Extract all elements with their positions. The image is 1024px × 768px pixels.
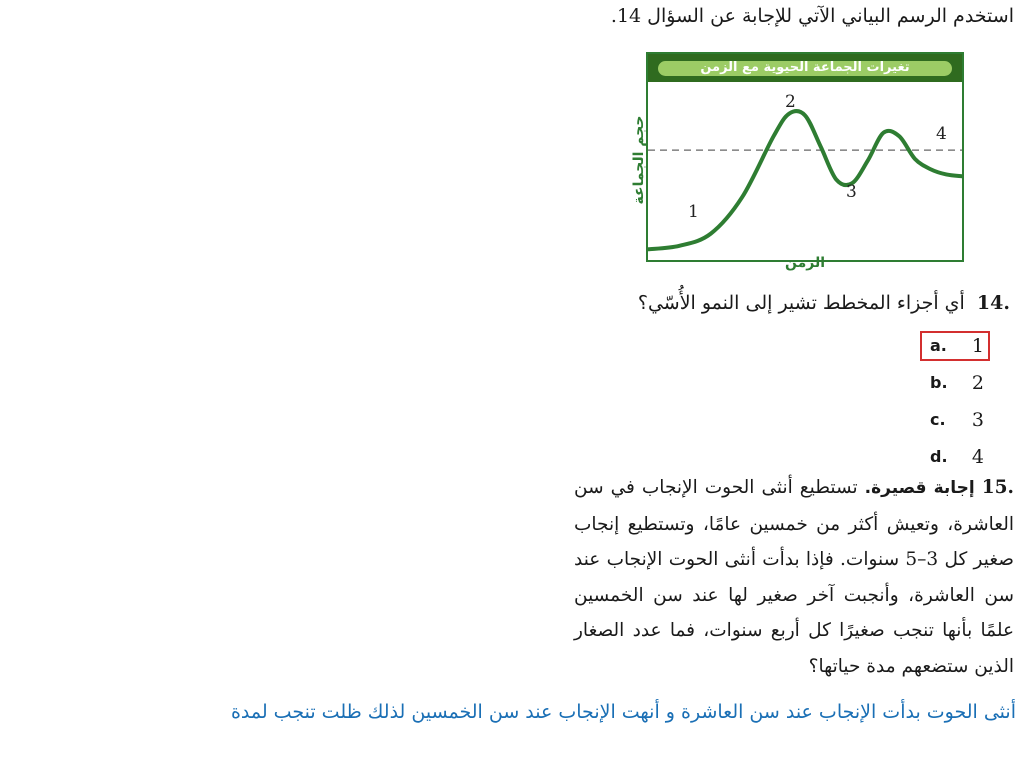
option-d-letter: d. (930, 447, 948, 466)
question-14 (410, 288, 1010, 318)
question-15 (574, 470, 1014, 684)
point-label-3: 3 (846, 182, 857, 202)
graph-instruction: استخدم الرسم البياني الآتي للإجابة عن السؤال 14. (610, 5, 1014, 27)
student-answer: أنثى الحوت بدأت الإنجاب عند سن العاشرة و أنهت الإنجاب عند سن الخمسين لذلك ظلت تنجب لمدة (230, 701, 1016, 723)
option-a-value: 1 (971, 335, 984, 357)
option-b-letter: b. (930, 373, 948, 392)
chart-plot (648, 54, 962, 260)
population-curve (648, 111, 962, 249)
x-axis-label: الزمن (784, 255, 826, 271)
point-label-1: 1 (688, 202, 699, 222)
option-c-letter: c. (930, 410, 946, 429)
option-a[interactable] (920, 331, 990, 361)
point-label-4: 4 (936, 124, 947, 144)
question-14-text: أي أجزاء المخطط تشير إلى النمو الأُسّي؟ (637, 292, 965, 314)
option-d[interactable] (920, 442, 990, 472)
question-14-number: .14 (976, 292, 1010, 314)
population-chart (646, 52, 964, 262)
option-b-value: 2 (971, 372, 984, 394)
question-15-text: تستطيع أنثى الحوت الإنجاب في سن العاشرة، وتعيش أكثر من خمسين عامًا، وتستطيع إنجاب صغير كل 3–5 سنوات. فإذا بدأت أنثى الحوت الإنجاب عند سن العاشرة، وأنجبت آخر صغير لها عند سن الخمسين علمًا بأنها تنجب صغيرًا كل أربع سنوات، فما عدد الصغار الذين ستضعهم مدة حياتها؟ (574, 477, 1014, 677)
option-c[interactable] (920, 405, 990, 435)
option-a-letter: a. (930, 336, 947, 355)
y-axis-label: حجم الجماعة (631, 115, 647, 205)
point-label-2: 2 (785, 92, 796, 112)
option-d-value: 4 (971, 446, 984, 468)
question-15-head: إجابة قصيرة. (864, 478, 975, 498)
option-c-value: 3 (971, 409, 984, 431)
question-15-number: .15 (981, 477, 1014, 498)
chart-title: تغيرات الجماعة الحيوية مع الزمن (700, 60, 910, 75)
option-b[interactable] (920, 368, 990, 398)
